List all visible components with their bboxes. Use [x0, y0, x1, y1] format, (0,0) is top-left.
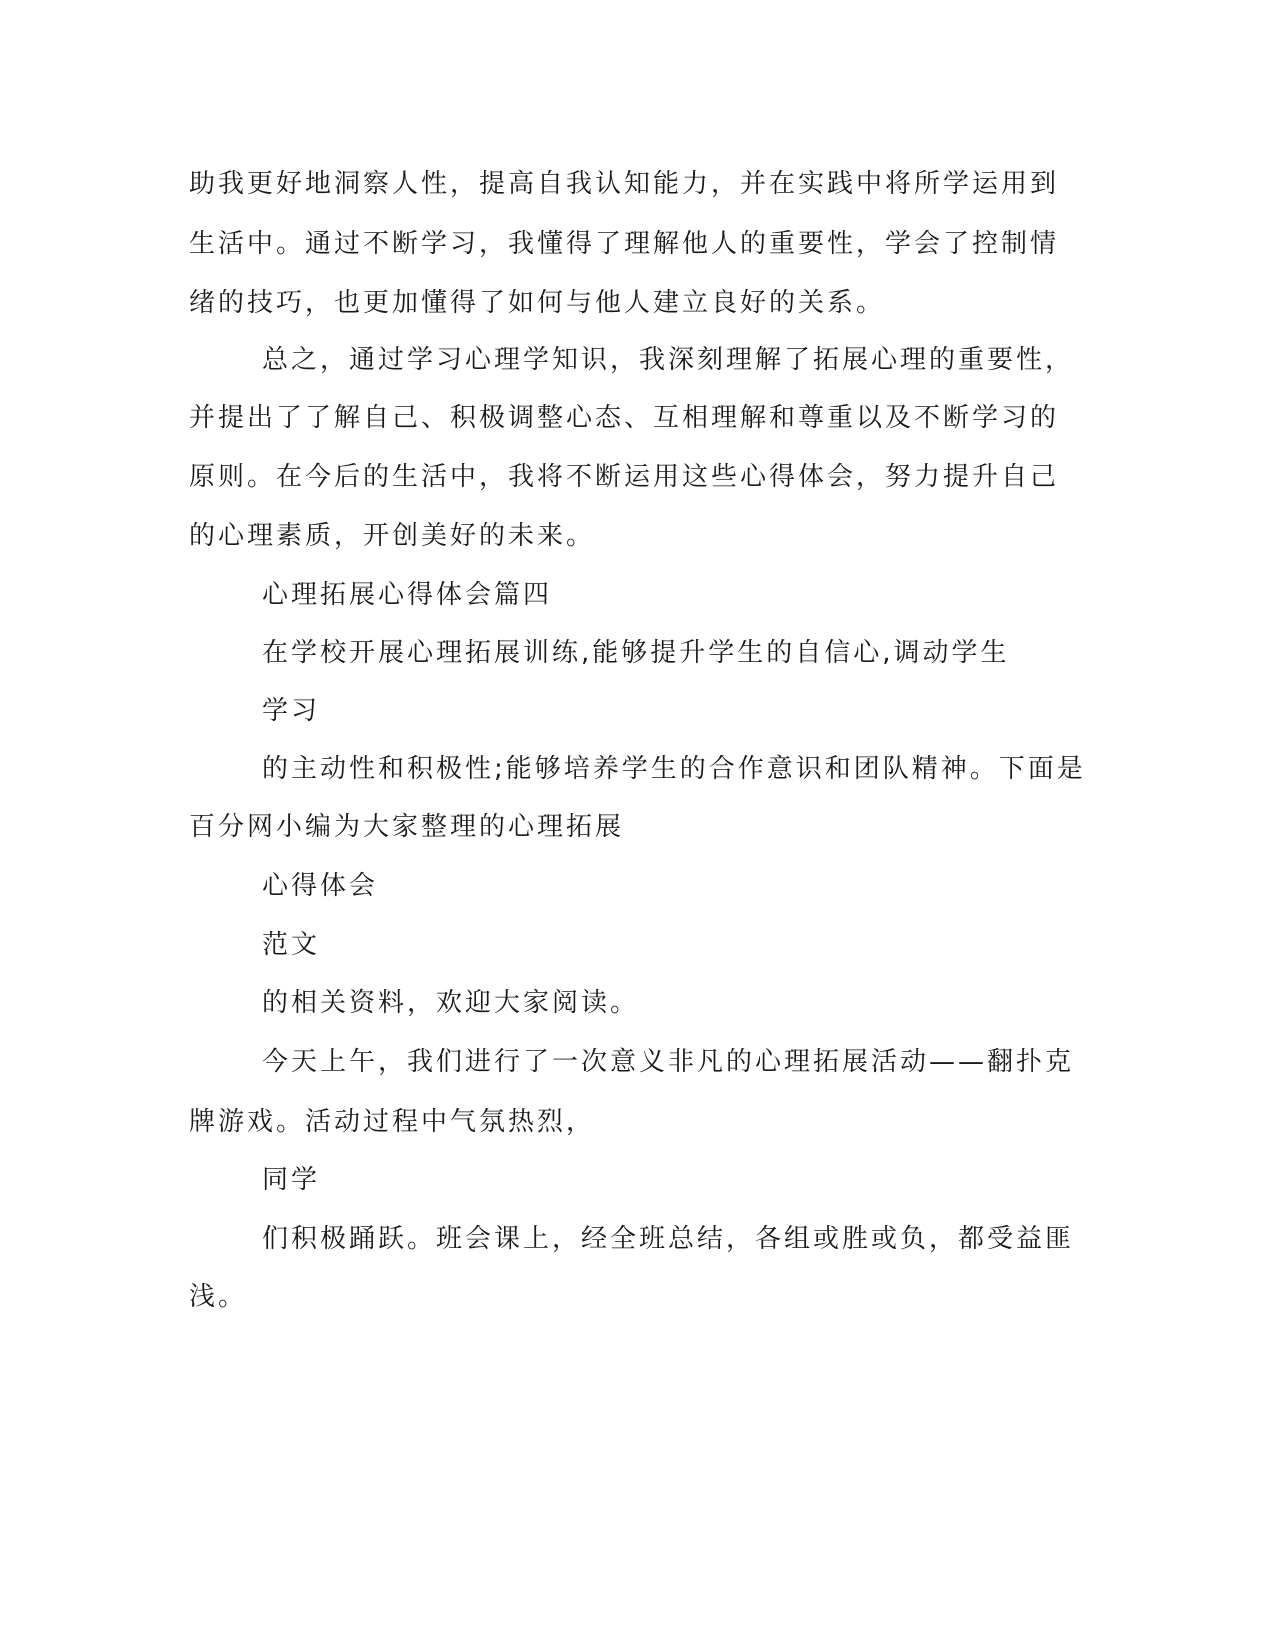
paragraph-start-line: 总之，通过学习心理学知识，我深刻理解了拓展心理的重要性， [262, 345, 1075, 375]
text-line: 生活中。通过不断学习，我懂得了理解他人的重要性，学会了控制情 [189, 229, 1060, 259]
text-line: 原则。在今后的生活中，我将不断运用这些心得体会，努力提升自己 [189, 462, 1060, 492]
text-line: 学习 [262, 696, 321, 726]
text-line: 的相关资料，欢迎大家阅读。 [262, 988, 640, 1018]
text-line: 牌游戏。活动过程中气氛热烈， [189, 1107, 596, 1137]
paragraph-start-line: 在学校开展心理拓展训练,能够提升学生的自信心,调动学生 [262, 638, 1010, 668]
text-line: 范文 [262, 930, 321, 960]
text-line: 的心理素质，开创美好的未来。 [189, 521, 596, 551]
text-line: 们积极踊跃。班会课上，经全班总结，各组或胜或负，都受益匪 [262, 1224, 1075, 1254]
text-line: 的主动性和积极性;能够培养学生的合作意识和团队精神。下面是 [262, 754, 1086, 784]
paragraph-start-line: 今天上午，我们进行了一次意义非凡的心理拓展活动——翻扑克 [262, 1047, 1075, 1077]
text-line: 助我更好地洞察人性，提高自我认知能力，并在实践中将所学运用到 [189, 169, 1060, 199]
text-line: 心得体会 [262, 871, 379, 901]
text-line: 并提出了了解自己、积极调整心态、互相理解和尊重以及不断学习的 [189, 403, 1060, 433]
text-line: 绪的技巧，也更加懂得了如何与他人建立良好的关系。 [189, 288, 886, 318]
text-line: 百分网小编为大家整理的心理拓展 [189, 812, 625, 842]
section-heading: 心理拓展心得体会篇四 [262, 580, 553, 610]
text-line: 同学 [262, 1165, 321, 1195]
text-line: 浅。 [189, 1282, 248, 1312]
